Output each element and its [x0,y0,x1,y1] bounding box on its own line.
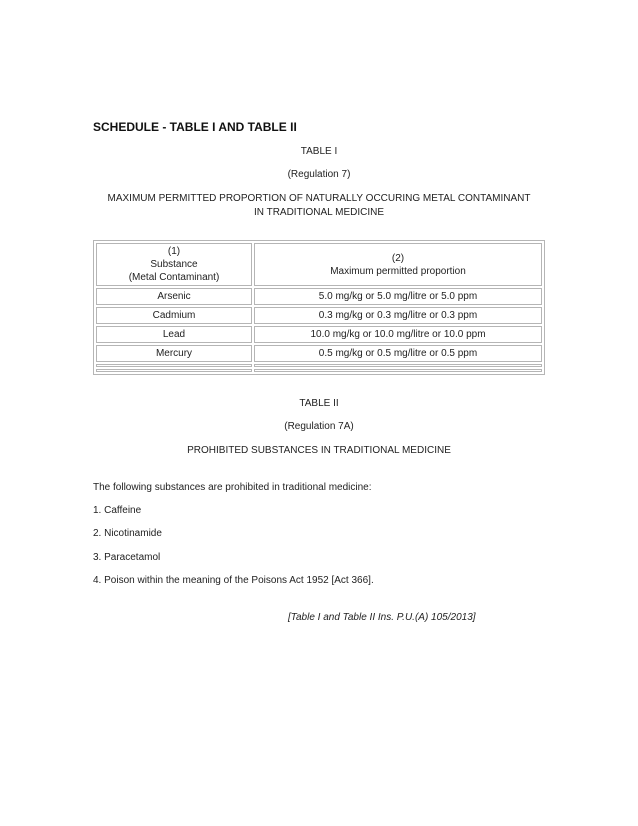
col2-header-num: (2) [391,252,405,264]
proportion-cell: 0.5 mg/kg or 0.5 mg/litre or 0.5 ppm [254,345,542,362]
table-row [96,326,542,343]
table1-label: TABLE I [300,146,338,157]
list-item: 1. Caffeine [93,505,142,516]
metal-contaminant-table-wrapper [93,240,545,375]
empty-cell [254,364,542,367]
empty-table-row [96,369,542,372]
empty-cell [96,369,252,372]
table2-title: PROHIBITED SUBSTANCES IN TRADITIONAL MEDICINE [187,445,451,456]
table1-regulation: (Regulation 7) [287,169,351,180]
table-header-row [96,243,542,286]
amendment-citation: [Table I and Table II Ins. P.U.(A) 105/2013] [288,612,476,623]
table-row [96,288,542,305]
proportion-cell: 10.0 mg/kg or 10.0 mg/litre or 10.0 ppm [254,326,542,343]
substance-cell: Cadmium [96,307,252,324]
table2-label: TABLE II [299,398,339,409]
table2-regulation: (Regulation 7A) [284,421,354,432]
substance-cell: Lead [96,326,252,343]
table2-intro: The following substances are prohibited in traditional medicine: [93,482,372,493]
substance-cell: Mercury [96,345,252,362]
col1-header-line1: Substance [150,259,198,270]
list-item: 3. Paracetamol [93,552,161,563]
table-row [96,345,542,362]
proportion-cell: 5.0 mg/kg or 5.0 mg/litre or 5.0 ppm [254,288,542,305]
empty-cell [254,369,542,372]
substance-cell: Arsenic [96,288,252,305]
proportion-cell: 0.3 mg/kg or 0.3 mg/litre or 0.3 ppm [254,307,542,324]
list-item: 4. Poison within the meaning of the Poisons Act 1952 [Act 366]. [93,575,374,586]
col1-header-num: (1) [167,246,181,257]
metal-contaminant-table [93,240,545,375]
col1-header-line2: (Metal Contaminant) [128,272,220,283]
table-row [96,307,542,324]
table1-title [93,192,545,220]
col1-header [96,243,252,286]
schedule-heading: SCHEDULE - TABLE I AND TABLE II [93,120,297,134]
empty-table-row [96,364,542,367]
list-item: 2. Nicotinamide [93,528,162,539]
empty-cell [96,364,252,367]
table1-title-line1: MAXIMUM PERMITTED PROPORTION OF NATURALLY OCCURING METAL CONTAMINANT [107,193,531,204]
col2-header-line1: Maximum permitted proportion [330,265,466,277]
table1-title-line2: IN TRADITIONAL MEDICINE [253,207,384,218]
col2-header [254,243,542,286]
